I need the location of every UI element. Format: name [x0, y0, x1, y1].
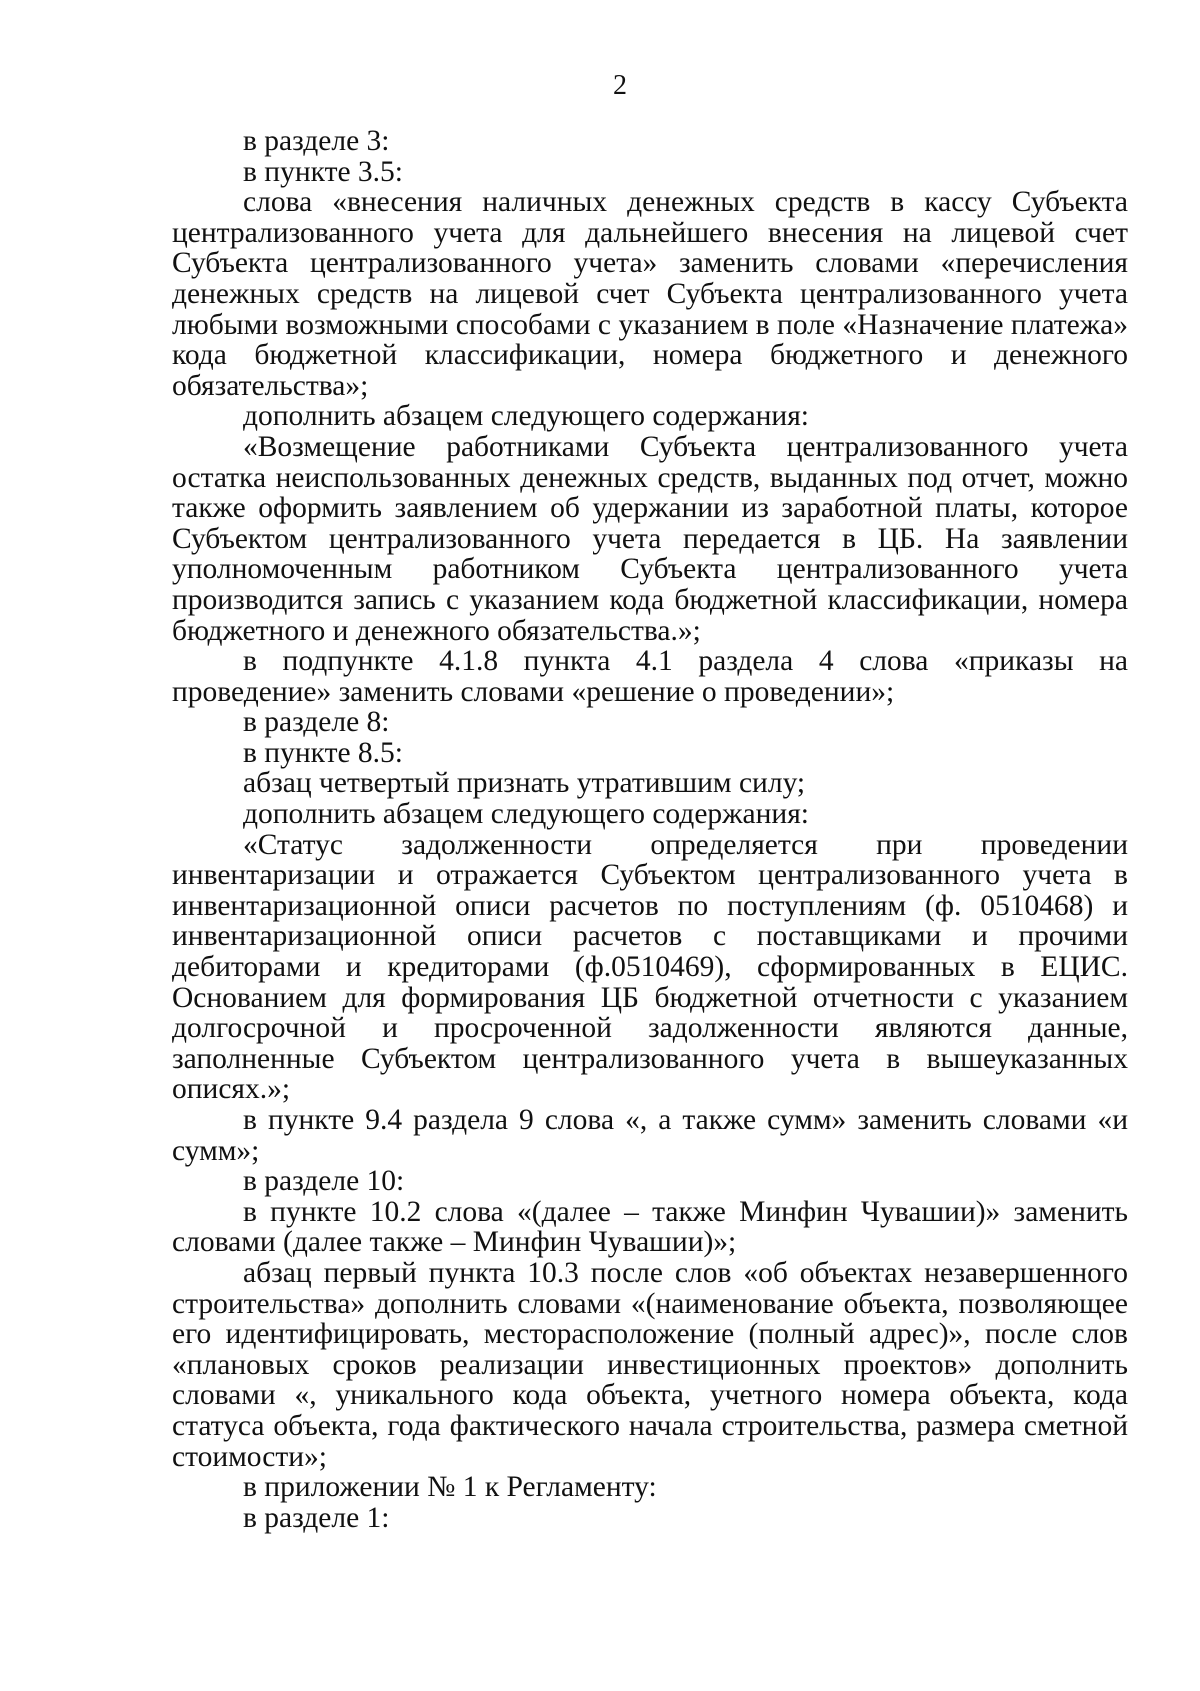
paragraph: абзац первый пункта 10.3 после слов «об объектах незавершенного строительства» дополнить словами «(наименование объекта, позволяющее его идентифицировать, месторасположение (полный адрес)», после слов «плановых сроков реализации инвестиционных проектов» дополнить словами «, уникального кода объекта, учетного номера объекта, кода статуса объекта, года фактического начала строительства, размера сметной стоимости»;	[172, 1256, 1128, 1473]
paragraph: в разделе 1:	[243, 1501, 390, 1534]
paragraph: «Возмещение работниками Субъекта централизованного учета остатка неиспользованных денежных средств, выданных под отчет, можно также оформить заявлением об удержании из заработной платы, которое Субъектом централизованного учета передается в ЦБ. На заявлении уполномоченным работником Субъекта централизованного учета производится запись с указанием кода бюджетной классификации, номера бюджетного и денежного обязательства.»;	[172, 430, 1128, 647]
paragraph: в пункте 10.2 слова «(далее – также Минфин Чувашии)» заменить словами (далее также – Минфин Чувашии)»;	[172, 1195, 1128, 1259]
paragraph: в пункте 8.5:	[243, 736, 404, 769]
paragraph: дополнить абзацем следующего содержания:	[243, 798, 809, 831]
paragraph: «Статус задолженности определяется при проведении инвентаризации и отражается Субъектом централизованного учета в инвентаризационной описи расчетов по поступлениям (ф. 0510468) и инвентаризационной описи расчетов с поставщиками и прочими дебиторами и кредиторами (ф.0510469), сформированных в ЕЦИС. Основанием для формирования ЦБ бюджетной отчетности с указанием долгосрочной и просроченной задолженности являются данные, заполненные Субъектом централизованного учета в вышеуказанных описях.»;	[172, 828, 1128, 1106]
paragraph: абзац четвертый признать утратившим силу;	[243, 767, 806, 800]
paragraph: в пункте 3.5:	[243, 155, 404, 188]
paragraph: в разделе 3:	[243, 125, 390, 157]
document-body	[172, 126, 1128, 1533]
paragraph: дополнить абзацем следующего содержания:	[243, 400, 809, 433]
page-number: 2	[613, 70, 627, 101]
paragraph: в приложении № 1 к Регламенту:	[243, 1471, 657, 1504]
paragraph: в подпункте 4.1.8 пункта 4.1 раздела 4 слова «приказы на проведение» заменить словами «решение о проведении»;	[172, 645, 1128, 708]
paragraph: в разделе 10:	[243, 1165, 405, 1198]
paragraph: в пункте 9.4 раздела 9 слова «, а также сумм» заменить словами «и сумм»;	[172, 1104, 1128, 1167]
paragraph: слова «внесения наличных денежных средств в кассу Субъекта централизованного учета для дальнейшего внесения на лицевой счет Субъекта централизованного учета» заменить словами «перечисления денежных средств на лицевой счет Субъекта централизованного учета любыми возможными способами с указанием в поле «Назначение платежа» кода бюджетной классификации, номера бюджетного и денежного обязательства»;	[172, 186, 1128, 402]
paragraph: в разделе 8:	[243, 706, 390, 739]
